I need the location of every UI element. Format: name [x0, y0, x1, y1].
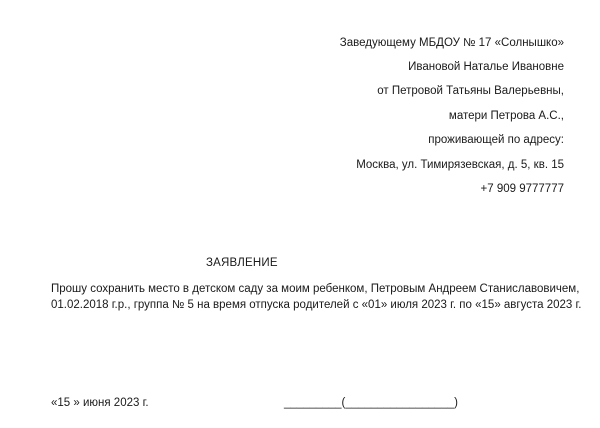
body-line-1: Прошу сохранить место в детском саду за моим ребенком, Петровым Андреем Станиславовичем, [51, 283, 580, 295]
signature-field: _________(_________________) [284, 397, 458, 409]
sender-relation: матери Петрова А.С., [448, 110, 564, 122]
address-value: Москва, ул. Тимирязевская, д. 5, кв. 15 [356, 159, 564, 171]
body-line-2: 01.02.2018 г.р., группа № 5 на время отпуска родителей с «01» июля 2023 г. по «15» августа 2023 г. [51, 299, 582, 311]
document-title: ЗАЯВЛЕНИЕ [206, 257, 278, 269]
recipient-name: Ивановой Наталье Ивановне [408, 61, 564, 73]
address-label: проживающей по адресу: [428, 134, 564, 146]
recipient-position: Заведующему МБДОУ № 17 «Солнышко» [339, 37, 564, 49]
sender-name: от Петровой Татьяны Валерьевны, [377, 85, 564, 97]
phone-number: +7 909 9777777 [480, 183, 564, 195]
application-date: «15 » июня 2023 г. [51, 397, 149, 409]
